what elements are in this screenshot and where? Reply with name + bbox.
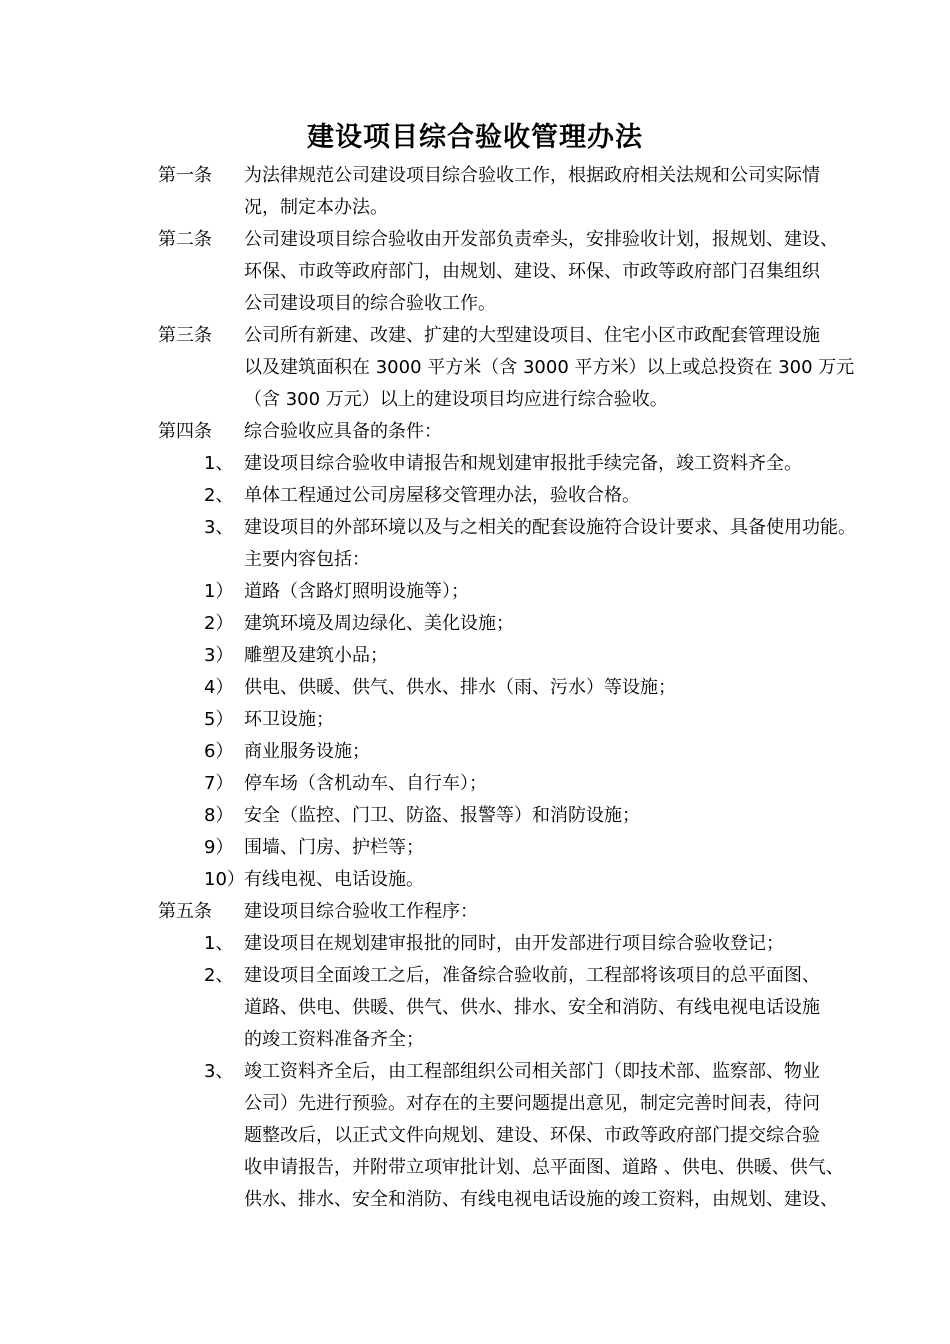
article-3-line: （含 300 万元）以上的建设项目均应进行综合验收。 [244, 389, 668, 410]
item-number: 3、 [204, 517, 234, 538]
item-text: 供水、排水、安全和消防、有线电视电话设施的竣工资料，由规划、建设、 [244, 1189, 838, 1210]
item-text: 建设项目全面竣工之后，准备综合验收前，工程部将该项目的总平面图、 [244, 965, 820, 986]
article-2-line: 环保、市政等政府部门，由规划、建设、环保、市政等政府部门召集组织 [244, 261, 820, 282]
item-number: 2、 [204, 485, 234, 506]
subitem-number: 5） [204, 709, 234, 730]
item-text: 建设项目的外部环境以及与之相关的配套设施符合设计要求、具备使用功能。 [244, 517, 856, 538]
item-number: 2、 [204, 965, 234, 986]
subitem-number: 4） [204, 677, 234, 698]
article-1-label: 第一条 [158, 165, 212, 186]
article-5-line: 建设项目综合验收工作程序： [244, 901, 478, 922]
subitem-text: 雕塑及建筑小品； [244, 645, 388, 666]
subitem-number: 3） [204, 645, 234, 666]
item-number: 3、 [204, 1061, 234, 1082]
article-3-line: 公司所有新建、改建、扩建的大型建设项目、住宅小区市政配套管理设施 [244, 325, 820, 346]
article-1-line: 况，制定本办法。 [244, 197, 388, 218]
subitem-number: 2） [204, 613, 234, 634]
subitem-number: 6） [204, 741, 234, 762]
item-number: 1、 [204, 933, 234, 954]
article-4-line: 综合验收应具备的条件： [244, 421, 442, 442]
item-text: 的竣工资料准备齐全； [244, 1029, 424, 1050]
item-text: 单体工程通过公司房屋移交管理办法，验收合格。 [244, 485, 640, 506]
subitem-text: 有线电视、电话设施。 [244, 869, 424, 890]
subitem-number: 10） [204, 869, 245, 890]
item-text: 公司）先进行预验。对存在的主要问题提出意见，制定完善时间表，待问 [244, 1093, 820, 1114]
subitem-text: 安全（监控、门卫、防盗、报警等）和消防设施； [244, 805, 640, 826]
article-3-line: 以及建筑面积在 3000 平方米（含 3000 平方米）以上或总投资在 300 万元 [244, 357, 855, 378]
item-text: 道路、供电、供暖、供气、供水、排水、安全和消防、有线电视电话设施 [244, 997, 820, 1018]
article-4-label: 第四条 [158, 421, 212, 442]
item-text: 题整改后，以正式文件向规划、建设、环保、市政等政府部门提交综合验 [244, 1125, 820, 1146]
article-1-line: 为法律规范公司建设项目综合验收工作，根据政府相关法规和公司实际情 [244, 165, 820, 186]
subitem-number: 8） [204, 805, 234, 826]
subitem-text: 商业服务设施； [244, 741, 370, 762]
item-text: 建设项目综合验收申请报告和规划建审报批手续完备，竣工资料齐全。 [244, 453, 802, 474]
subitem-text: 建筑环境及周边绿化、美化设施； [244, 613, 514, 634]
article-5-label: 第五条 [158, 901, 212, 922]
subitem-number: 7） [204, 773, 234, 794]
item-text: 建设项目在规划建审报批的同时，由开发部进行项目综合验收登记； [244, 933, 784, 954]
subitem-text: 环卫设施； [244, 709, 334, 730]
item-text: 主要内容包括： [244, 549, 370, 570]
subitem-text: 围墙、门房、护栏等； [244, 837, 424, 858]
subitem-number: 9） [204, 837, 234, 858]
item-number: 1、 [204, 453, 234, 474]
item-text: 收申请报告，并附带立项审批计划、总平面图、道路 、供电、供暖、供气、 [244, 1157, 844, 1178]
subitem-text: 停车场（含机动车、自行车）； [244, 773, 487, 794]
article-2-label: 第二条 [158, 229, 212, 250]
article-2-line: 公司建设项目的综合验收工作。 [244, 293, 496, 314]
subitem-text: 供电、供暖、供气、供水、排水（雨、污水）等设施； [244, 677, 676, 698]
article-3-label: 第三条 [158, 325, 212, 346]
subitem-text: 道路（含路灯照明设施等）； [244, 581, 469, 602]
subitem-number: 1） [204, 581, 234, 602]
article-2-line: 公司建设项目综合验收由开发部负责牵头，安排验收计划，报规划、建设、 [244, 229, 838, 250]
item-text: 竣工资料齐全后，由工程部组织公司相关部门（即技术部、监察部、物业 [244, 1061, 820, 1082]
document-title: 建设项目综合验收管理办法 [307, 122, 643, 153]
